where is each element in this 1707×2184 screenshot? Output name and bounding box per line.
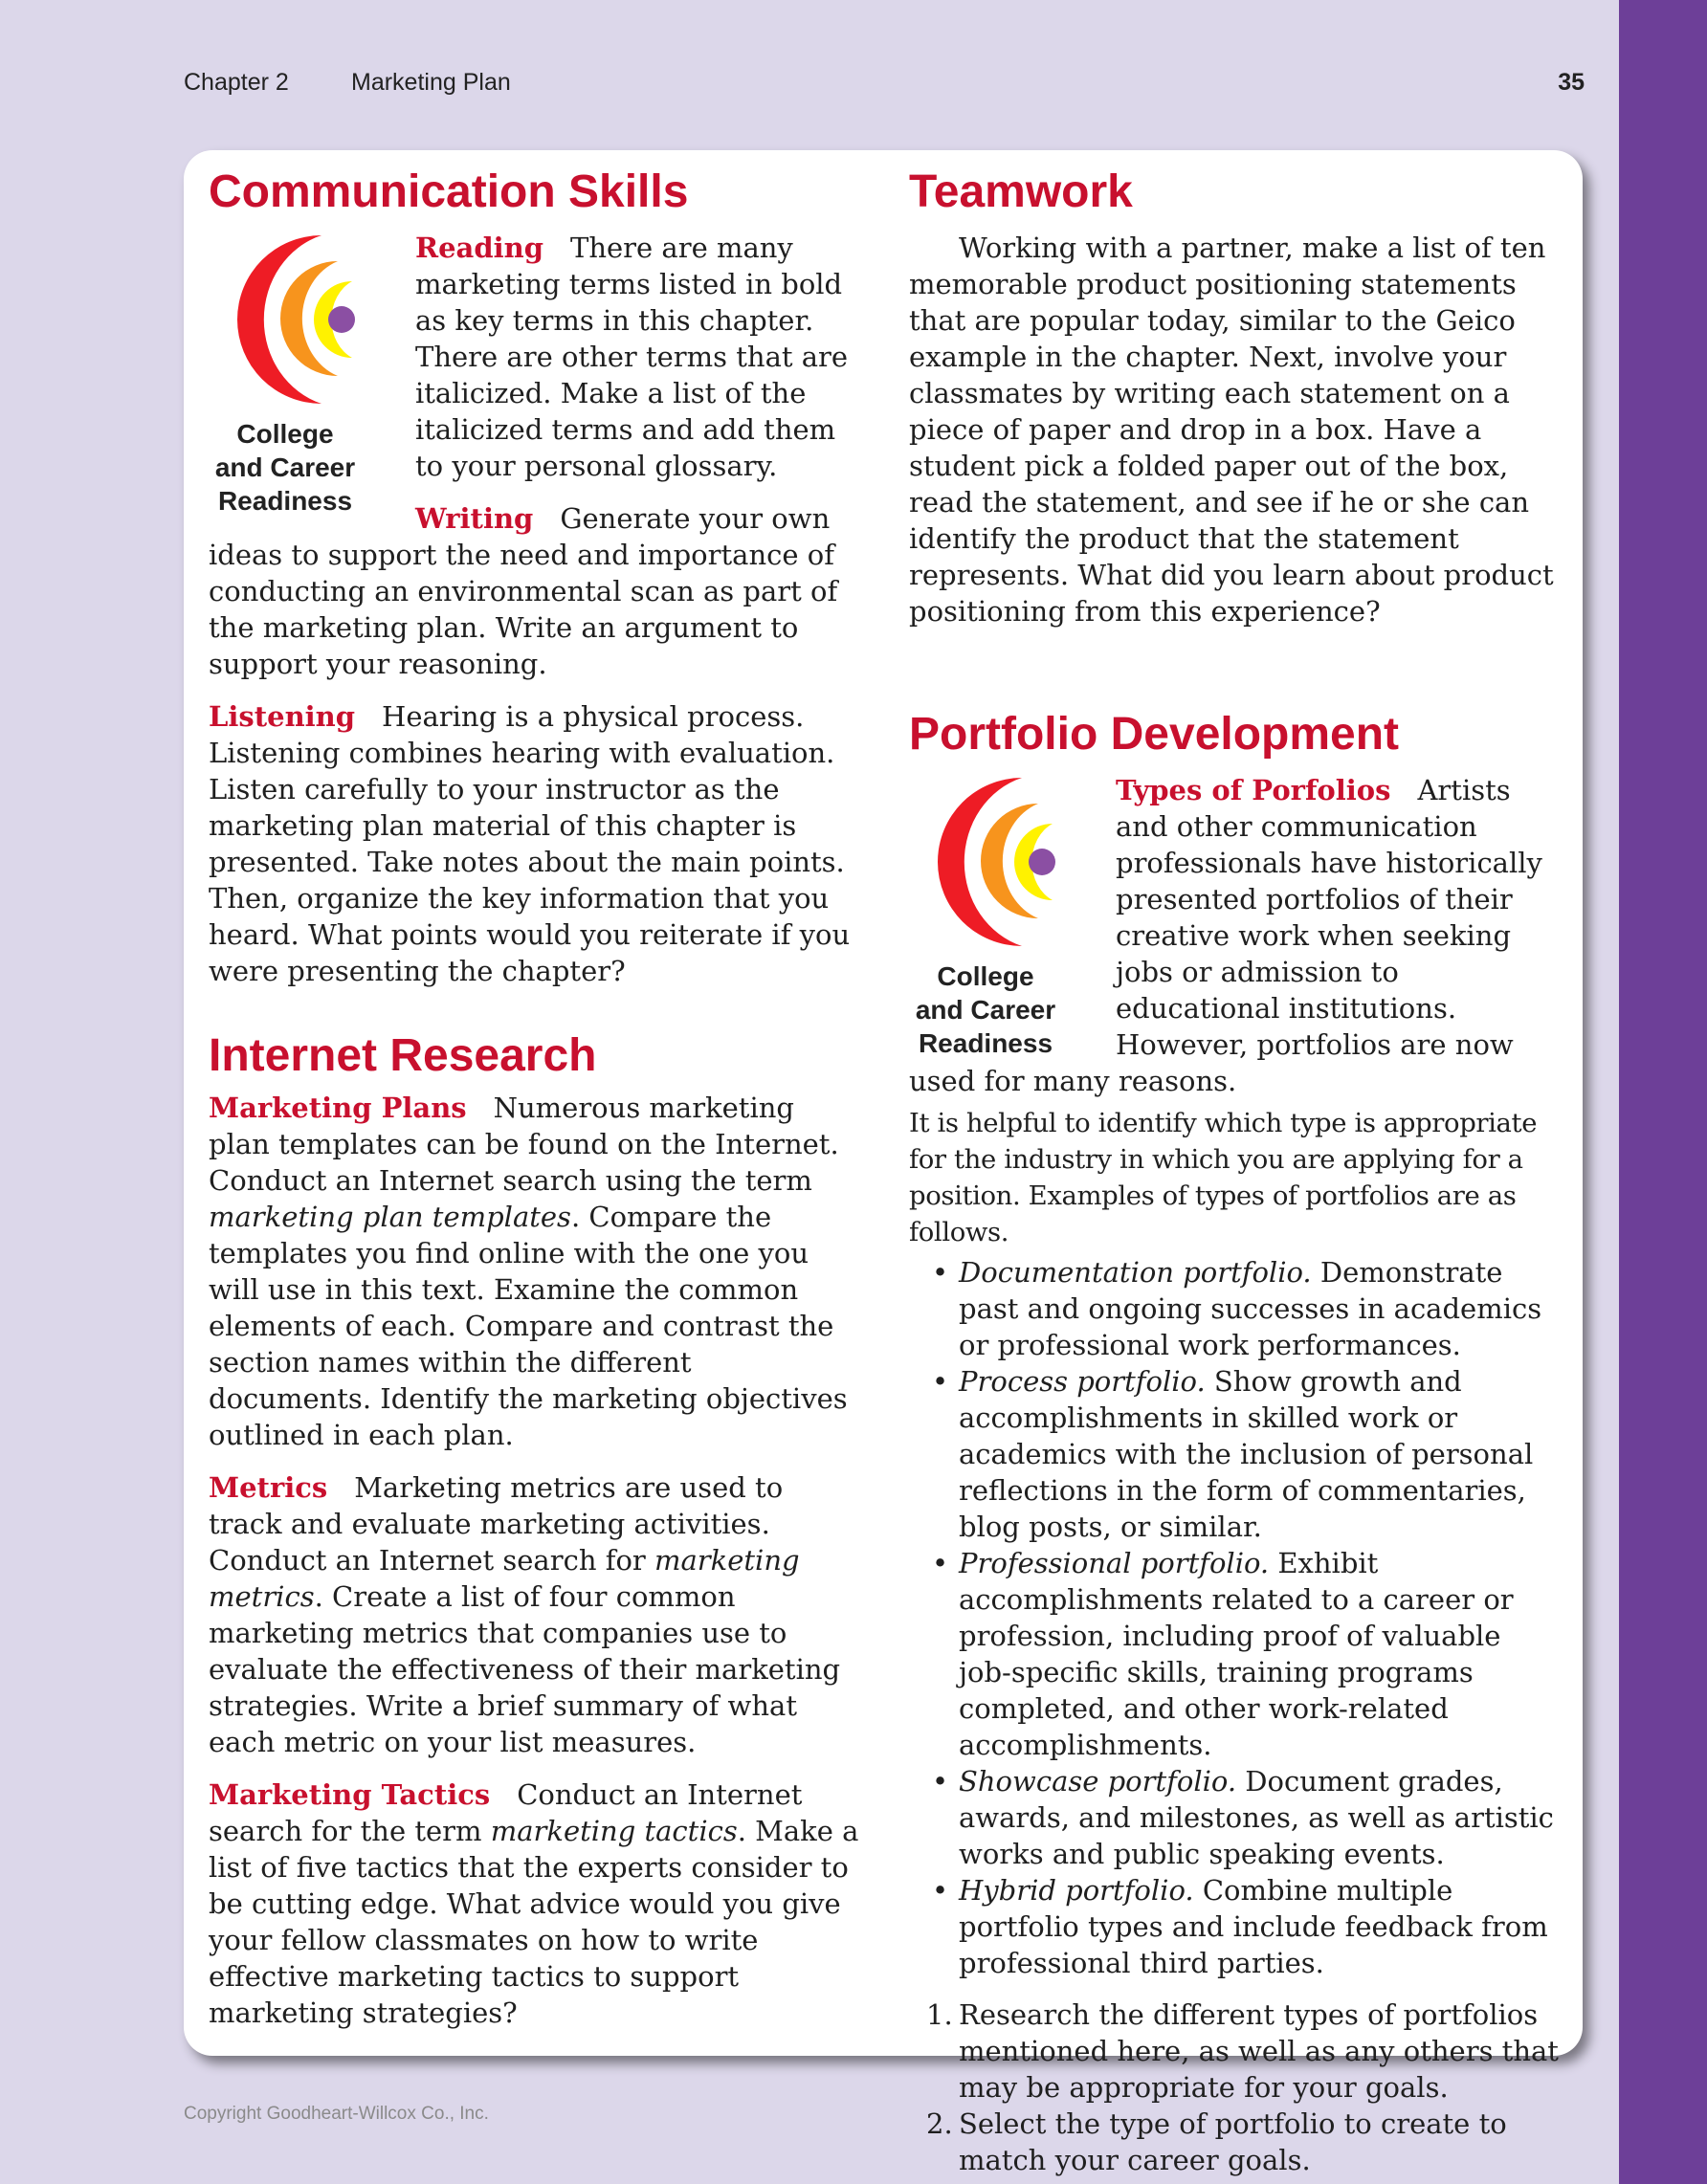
list-item: 2. Select the type of portfolio to create to match your career goals. [926, 2107, 1507, 2176]
marketing-plans-paragraph: Marketing Plans Numerous marketing plan templates can be found on the Internet. Conduct an Internet search using the term marketing plan templates. Compare the templates you find online with the one you will use in this text. Examine the common elements of each. Compare and contrast the section names within the different documents. Identify the marketing objectives outlined in each plan. [209, 1092, 848, 1451]
portfolio-intro-paragraph: It is helpful to identify which type is appropriate for the industry in which you are applying for a position. Examples of types of portfolios are as follows. [909, 1108, 1538, 1247]
listening-lead: Listening [209, 700, 356, 733]
list-item: • Hybrid portfolio. Combine multiple portfolio types and include feedback from professional third parties. [959, 1872, 1560, 1981]
marketing-plans-lead: Marketing Plans [209, 1092, 467, 1124]
listening-paragraph: Listening Hearing is a physical process. Listening combines hearing with evaluation. Listen carefully to your instructor as the marketing plan material of this chapter is presented. Take notes about the main points. Then, organize the key information that you heard. What points would you reiterate if you were presenting the chapter? [209, 700, 851, 987]
portfolio-steps-list [909, 1996, 1560, 2178]
teamwork-paragraph: Working with a partner, make a list of ten memorable product positioning statements that are popular today, similar to the Geico example in the chapter. Next, involve your classmates by writing each statement on a piece of paper and drop in a box. Have a student pick a folded paper out of the box, read the statement, and see if he or she can identify the product that the statement represents. What did you learn about product positioning from this experience? [909, 232, 1554, 628]
right-column [909, 165, 1560, 2178]
list-item: • Professional portfolio. Exhibit accomplishments related to a career or profession, including proof of valuable job-specific skills, training programs completed, and other work-related accomplishments. [959, 1545, 1560, 1763]
writing-lead: Writing [415, 502, 534, 535]
page-number: 35 [1558, 69, 1585, 96]
portfolio-development-heading: Portfolio Development [909, 709, 1400, 760]
types-of-portfolios-paragraph: Types of Porfolios Artists and other communication professionals have historically presented portfolios of their creative work when seeking jobs or admission to educational institutions. However, portfolios are now used for many reasons. [909, 774, 1542, 1097]
teamwork-heading: Teamwork [909, 166, 1133, 217]
list-item: 1. Research the different types of portfolios mentioned here, as well as any others that may be appropriate for your goals. [926, 1998, 1559, 2104]
copyright-notice: Copyright Goodheart-Willcox Co., Inc. [184, 2104, 489, 2124]
internet-research-heading: Internet Research [209, 1030, 597, 1081]
marketing-tactics-lead: Marketing Tactics [209, 1778, 491, 1811]
chapter-label: Chapter 2 [184, 69, 289, 96]
writing-paragraph: Writing Generate your own ideas to support the need and importance of conducting an environmental scan as part of the marketing plan. Write an argument to support your reasoning. [209, 502, 838, 680]
readiness-label: College and Career Readiness [915, 961, 1056, 1058]
running-head [184, 69, 1585, 101]
readiness-arcs-icon [909, 770, 1081, 952]
metrics-lead: Metrics [209, 1471, 328, 1504]
marketing-tactics-paragraph: Marketing Tactics Conduct an Internet search for the term marketing tactics. Make a list of five tactics that the experts consider to be cutting edge. What advice would you give your fellow classmates on how to write effective marketing tactics to support marketing strategies? [209, 1778, 859, 2029]
readiness-arcs-icon [209, 228, 381, 409]
list-item: • Showcase portfolio. Document grades, awards, and milestones, as well as artistic works and public speaking events. [959, 1763, 1560, 1872]
college-career-readiness-badge-2 [909, 770, 1100, 1057]
reading-lead: Reading [415, 232, 543, 264]
types-of-portfolios-lead: Types of Porfolios [1116, 774, 1391, 806]
communication-skills-heading: Communication Skills [209, 166, 689, 217]
readiness-label: College and Career Readiness [214, 419, 356, 516]
chapter-title: Marketing Plan [351, 69, 511, 96]
reading-paragraph: Reading There are many marketing terms listed in bold as key terms in this chapter. There are other terms that are italicized. Make a list of the italicized terms and add them to your personal glossary. [415, 232, 849, 482]
portfolio-types-list [909, 1254, 1560, 1981]
left-column [209, 165, 859, 2031]
metrics-paragraph: Metrics Marketing metrics are used to track and evaluate marketing activities. Conduct an Internet search for marketing metrics. Create a list of four common marketing metrics that companies use to evaluate the effectiveness of their marketing strategies. Write a brief summary of what each metric on your list measures. [209, 1471, 841, 1758]
list-item: • Documentation portfolio. Demonstrate past and ongoing successes in academics or professional work performances. [959, 1254, 1560, 1363]
list-item: • Process portfolio. Show growth and accomplishments in skilled work or academics with the inclusion of personal reflections in the form of commentaries, blog posts, or similar. [959, 1363, 1560, 1545]
side-color-band [1619, 0, 1707, 2184]
college-career-readiness-badge [209, 228, 400, 515]
